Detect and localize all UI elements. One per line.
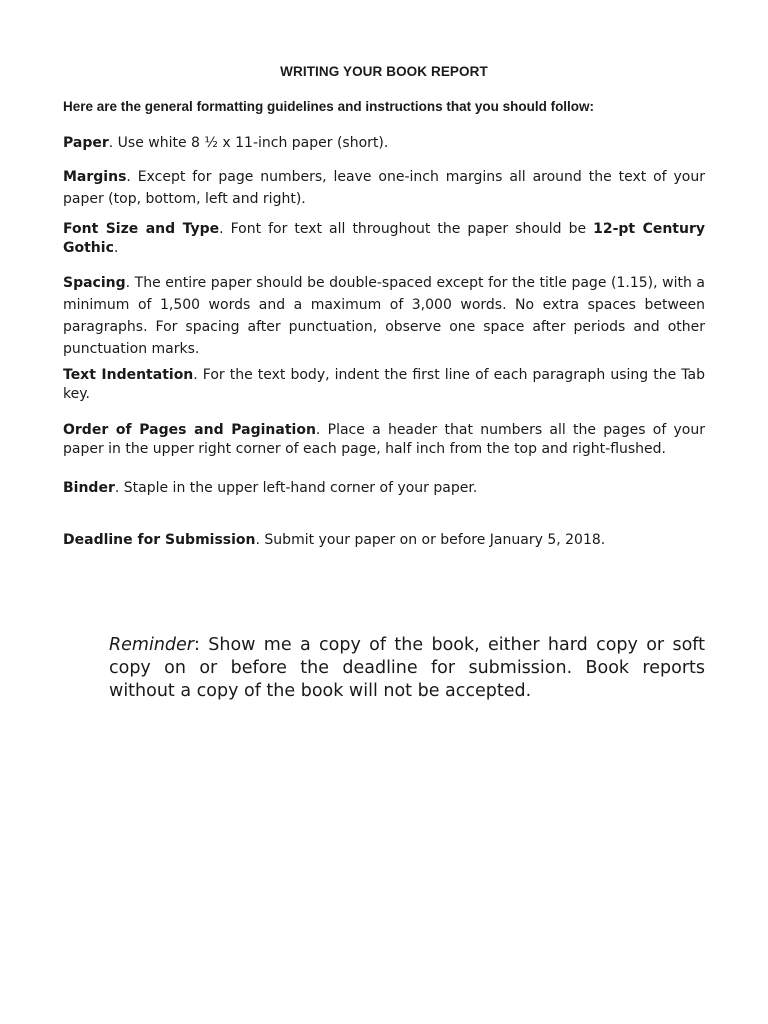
section-binder (63, 477, 705, 499)
section-indentation-heading: Text Indentation (63, 367, 194, 383)
section-font-emphasis: 12-pt Century Gothic (63, 221, 705, 256)
section-pagination-text: . Place a header that numbers all the pages of your paper in the upper right corner of each page, half inch from the top and right-flushed. (63, 422, 705, 457)
section-margins (63, 166, 705, 210)
section-font-tail: . (113, 240, 119, 256)
section-spacing-text: . The entire paper should be double-spaced except for the title page (1.15), with a minimum of 1,500 words and a maximum of 3,000 words. No extra spaces between paragraphs. For spacing after punctuation, observe one space after periods and other punctuation marks. (63, 275, 705, 357)
section-paper-text: . Use white 8 ½ x 11-inch paper (short). (108, 135, 389, 151)
section-margins-text: . Except for page numbers, leave one-inch margins all around the text of your paper (top, bottom, left and right). (63, 169, 705, 207)
section-spacing (63, 272, 705, 360)
section-binder-heading: Binder (63, 480, 115, 496)
section-paper-heading: Paper (63, 135, 109, 151)
section-spacing-heading: Spacing (63, 275, 126, 291)
section-binder-text: . Staple in the upper left-hand corner of your paper. (114, 480, 478, 496)
section-deadline-text: . Submit your paper on or before January 5, 2018. (255, 532, 606, 548)
section-paper (63, 132, 705, 154)
section-indentation (63, 366, 705, 404)
document-title: WRITING YOUR BOOK REPORT (280, 64, 488, 79)
section-margins-heading: Margins (63, 169, 127, 185)
section-font (63, 220, 705, 258)
reminder-text: : Show me a copy of the book, either hard copy or soft copy on or before the deadline for submission. Book reports without a copy of the book will not be accepted. (109, 634, 705, 701)
intro-text: Here are the general formatting guidelines and instructions that you should follow: (63, 99, 595, 114)
section-indentation-text: . For the text body, indent the first line of each paragraph using the Tab key. (63, 367, 705, 402)
section-pagination-heading: Order of Pages and Pagination (63, 422, 316, 438)
section-font-heading: Font Size and Type (63, 221, 220, 237)
section-pagination (63, 421, 705, 459)
section-font-text: . Font for text all throughout the paper should be (219, 221, 594, 237)
reminder-note (109, 634, 705, 703)
reminder-heading: Reminder (109, 634, 194, 655)
section-deadline (63, 529, 705, 551)
section-deadline-heading: Deadline for Submission (63, 532, 256, 548)
document-page (63, 64, 705, 561)
